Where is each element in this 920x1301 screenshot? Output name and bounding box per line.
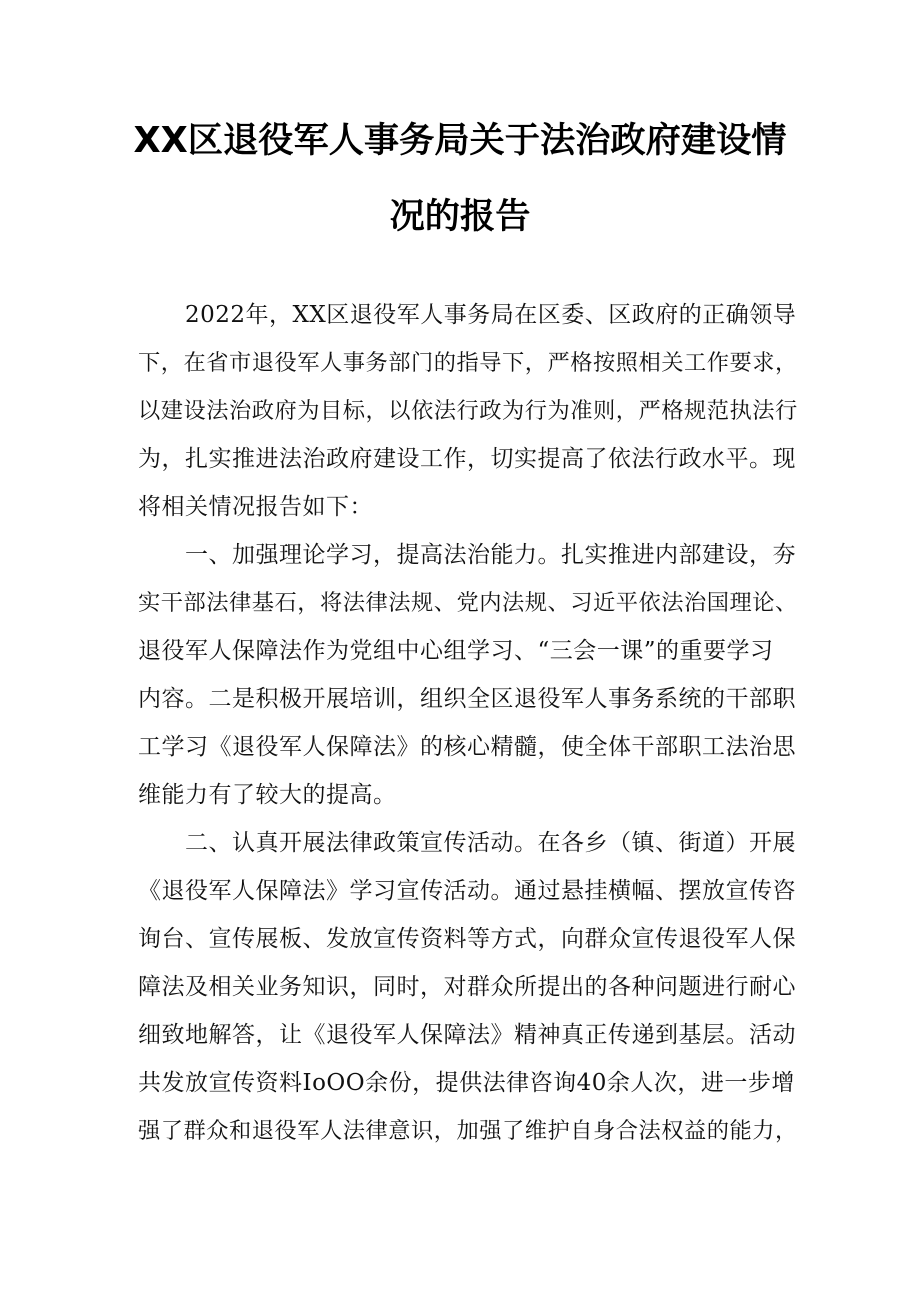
body-line: 《退役军人保障法》学习宣传活动。通过悬挂横幅、摆放宣传咨	[138, 878, 796, 904]
document-title-line-1: XX区退役军人事务局关于法治政府建设情	[133, 120, 787, 161]
body-line: 障法及相关业务知识，同时，对群众所提出的各种问题进行耐心	[138, 974, 796, 1000]
body-line: 二、认真开展法律政策宣传活动。在各乡（镇、街道）开展	[138, 830, 796, 856]
body-line: 实干部法律基石，将法律法规、党内法规、习近平依法治国理论、	[138, 590, 798, 616]
body-line: 2022年，XX区退役军人事务局在区委、区政府的正确领导	[138, 302, 797, 328]
body-line: 以建设法治政府为目标，以依法行政为行为准则，严格规范执法行	[138, 398, 798, 424]
body-line: 一、加强理论学习，提高法治能力。扎实推进内部建设，夯	[138, 542, 796, 568]
body-line: 工学习《退役军人保障法》的核心精髓，使全体干部职工法治思	[138, 734, 796, 760]
body-line: 强了群众和退役军人法律意识，加强了维护自身合法权益的能力，	[138, 1118, 798, 1144]
body-line: 细致地解答，让《退役军人保障法》精神真正传递到基层。活动	[138, 1022, 796, 1048]
body-line: 内容。二是积极开展培训，组织全区退役军人事务系统的干部职	[138, 686, 796, 712]
document-title-line-2: 况的报告	[389, 196, 531, 237]
body-line: 将相关情况报告如下：	[138, 494, 373, 520]
body-line: 退役军人保障法作为党组中心组学习、“三会一课”的重要学习	[138, 638, 774, 664]
body-line: 共发放宣传资料IoOO余份，提供法律咨询40余人次，进一步增	[138, 1070, 795, 1096]
body-line: 为，扎实推进法治政府建设工作，切实提高了依法行政水平。现	[138, 446, 796, 472]
body-line: 下，在省市退役军人事务部门的指导下，严格按照相关工作要求，	[138, 350, 798, 376]
body-line: 维能力有了较大的提高。	[138, 782, 397, 808]
body-line: 询台、宣传展板、发放宣传资料等方式，向群众宣传退役军人保	[138, 926, 796, 952]
